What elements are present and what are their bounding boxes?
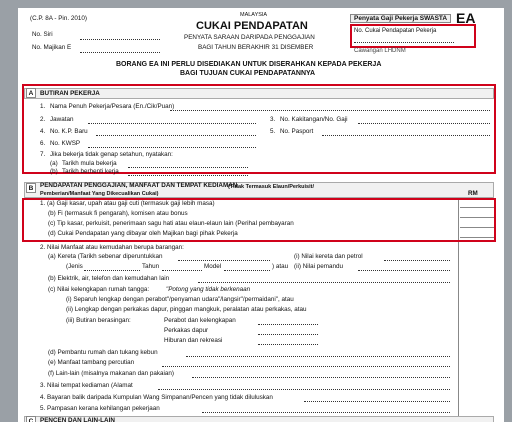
serial-label: No. Siri (32, 31, 53, 38)
section-a-letter: A (26, 88, 36, 98)
accommodation-field[interactable] (158, 389, 450, 390)
b1c-amount-field[interactable] (460, 227, 494, 228)
tax-no-label: No. Cukai Pendapatan Pekerja (354, 28, 437, 34)
b2a-i-car-value: (i) Nilai kereta dan petrol (294, 253, 363, 260)
section-b-title: PENDAPATAN PENGGAJIAN, MANFAAT DAN TEMPAT KEDIAMAN (40, 182, 238, 189)
compensation-field[interactable] (202, 412, 450, 413)
a-item-no: 1. (40, 103, 46, 110)
a-item-no: 2. (40, 116, 46, 123)
b2f-others: (f) Lain-lain (misalnya makanan dan pakaian) (48, 370, 175, 377)
b2-benefits: 2. Nilai Manfaat atau kemudahan berupa barangan: (40, 244, 184, 251)
form-subtitle-1: PENYATA SARAAN DARIPADA PENGGAJIAN (184, 34, 315, 41)
highlight-tax-no (350, 24, 476, 48)
full-name-field[interactable] (170, 110, 490, 111)
b1d-amount-field[interactable] (460, 237, 494, 238)
car-model-label: Model (204, 263, 222, 270)
form-subtitle-2: BAGI TAHUN BERAKHIR 31 DISEMBER (198, 44, 314, 51)
b2c-strike-note: "Potong yang tidak berkenaan (166, 286, 251, 293)
utilities-field[interactable] (198, 282, 450, 283)
section-b-title-note: (Tidak Termasuk Elaun/Perkuisit/ (228, 184, 314, 190)
b1a-gross-salary: 1. (a) Gaji kasar, upah atau gaji cuti (termasuk gaji lebih masa) (40, 200, 215, 207)
section-c-title: PENCEN DAN LAIN-LAIN (40, 417, 115, 422)
b3-accommodation: 3. Nilai tempat kediaman (Alamat (40, 382, 133, 389)
b1b-amount-field[interactable] (460, 217, 494, 218)
b2c-iii-separate: (iii) Butiran berasingan: (66, 317, 131, 324)
entertainment-field[interactable] (258, 344, 318, 345)
car-year-label: Tahun (142, 263, 160, 270)
form-title: CUKAI PENDAPATAN (196, 20, 308, 32)
refund-field[interactable] (304, 401, 450, 402)
a-item-no: 4. (40, 128, 46, 135)
section-a-title: BUTIRAN PEKERJA (40, 90, 100, 97)
b2c-furnishing: (c) Nilai kelengkapan rumah tangga: (48, 286, 150, 293)
b2d-domestic-help: (d) Pembantu rumah dan tukang kebun (48, 349, 158, 356)
passport-label: No. Pasport (280, 128, 314, 135)
others-field[interactable] (192, 377, 450, 378)
a-item-no: 3. (270, 116, 276, 123)
employer-no-field[interactable] (80, 52, 160, 53)
b2e-leave-passage: (e) Manfaat tambang percutian (48, 359, 135, 366)
car-type-label: (Jenis (66, 263, 83, 270)
banner-line-1: BORANG EA INI PERLU DISEDIAKAN UNTUK DISERAHKAN KEPADA PEKERJA (116, 61, 382, 68)
epf-no-field[interactable] (88, 147, 256, 148)
car-date-field[interactable] (178, 260, 270, 261)
passport-field[interactable] (322, 135, 490, 136)
car-close-label: ) atau (272, 263, 289, 270)
ea-badge: EA (456, 10, 476, 26)
branch-label: Cawangan LHDNM (354, 48, 406, 54)
end-date-field[interactable] (128, 175, 248, 176)
b1a-amount-field[interactable] (460, 207, 494, 208)
form-code: (C.P. 8A - Pin. 2010) (30, 15, 87, 22)
car-value-field[interactable] (384, 260, 450, 261)
a-item-no: 5. (270, 128, 276, 135)
start-date-label: Tarikh mula bekerja (62, 160, 117, 167)
car-type-field[interactable] (84, 270, 140, 271)
b2c-i-semi-furnished: (i) Separuh lengkap dengan perabot"/penyaman udara"/langsir"/permaidani", atau (66, 296, 294, 303)
a-item-no: (b) (50, 168, 58, 175)
staff-no-label: No. Kakitangan/No. Gaji (280, 116, 348, 123)
car-model-field[interactable] (224, 270, 270, 271)
furniture-field[interactable] (258, 324, 318, 325)
ic-no-label: No. K.P. Baru (50, 128, 88, 135)
ic-no-field[interactable] (96, 135, 256, 136)
b2b-utilities: (b) Elektrik, air, telefon dan kemudahan lain (48, 275, 170, 282)
car-year-field[interactable] (162, 270, 202, 271)
full-name-label: Nama Penuh Pekerja/Pesara (En./Cik/Puan) (50, 103, 175, 110)
end-date-label: Tarikh berhenti kerja (62, 168, 119, 175)
b2c-ii-fully-furnished: (ii) Lengkap dengan perkakas dapur, pinggan mangkuk, peralatan atau perkakas, atau (66, 306, 307, 313)
kitchen-field[interactable] (258, 334, 318, 335)
partial-year-label: Jika bekerja tidak genap setahun, nyatakan: (50, 151, 173, 158)
rm-column-header: RM (468, 190, 478, 197)
driver-value-field[interactable] (358, 270, 450, 271)
epf-no-label: No. KWSP (50, 140, 81, 147)
section-c-letter: C (26, 416, 36, 422)
section-b-title-line2: Pemberian/Manfaat Yang Dikecualikan Cukai) (40, 191, 159, 197)
a-item-no: (a) (50, 160, 58, 167)
b2a-ii-driver: (ii) Nilai pemandu (294, 263, 343, 270)
b1d-employer-tax: (d) Cukai Pendapatan yang dibayar oleh Majikan bagi pihak Pekerja (48, 230, 238, 237)
b1b-fees: (b) Fi (termasuk fi pengarah), komisen atau bonus (48, 210, 188, 217)
banner-line-2: BAGI TUJUAN CUKAI PENDAPATANNYA (180, 70, 316, 77)
section-b-letter: B (26, 183, 36, 193)
b5-compensation: 5. Pampasan kerana kehilangan pekerjaan (40, 405, 160, 412)
a-item-no: 7. (40, 151, 46, 158)
b2a-car: (a) Kereta (Tarikh sebenar diperuntukkan (48, 253, 163, 260)
a-item-no: 6. (40, 140, 46, 147)
kitchen-label: Perkakas dapur (164, 327, 209, 334)
employer-type-label: Penyata Gaji Pekerja SWASTA (350, 14, 451, 23)
start-date-field[interactable] (128, 167, 248, 168)
staff-no-field[interactable] (358, 123, 490, 124)
country-label: MALAYSIA (240, 12, 268, 18)
employer-no-label: No. Majikan E (32, 44, 72, 51)
domestic-help-field[interactable] (186, 356, 450, 357)
b1c-tips: (c) Tip kasar, perkuisit, penerimaan sagu hati atau elaun-elaun lain (Perihal pembayaran (48, 220, 294, 227)
entertainment-label: Hiburan dan rekreasi (164, 337, 223, 344)
position-field[interactable] (88, 123, 256, 124)
b4-refund: 4. Bayaran balik daripada Kumpulan Wang Simpanan/Pencen yang tidak diluluskan (40, 394, 273, 401)
leave-passage-field[interactable] (162, 366, 450, 367)
ea-form-page (18, 8, 504, 422)
position-label: Jawatan (50, 116, 74, 123)
furniture-label: Perabot dan kelengkapan (164, 317, 236, 324)
serial-field[interactable] (80, 39, 160, 40)
